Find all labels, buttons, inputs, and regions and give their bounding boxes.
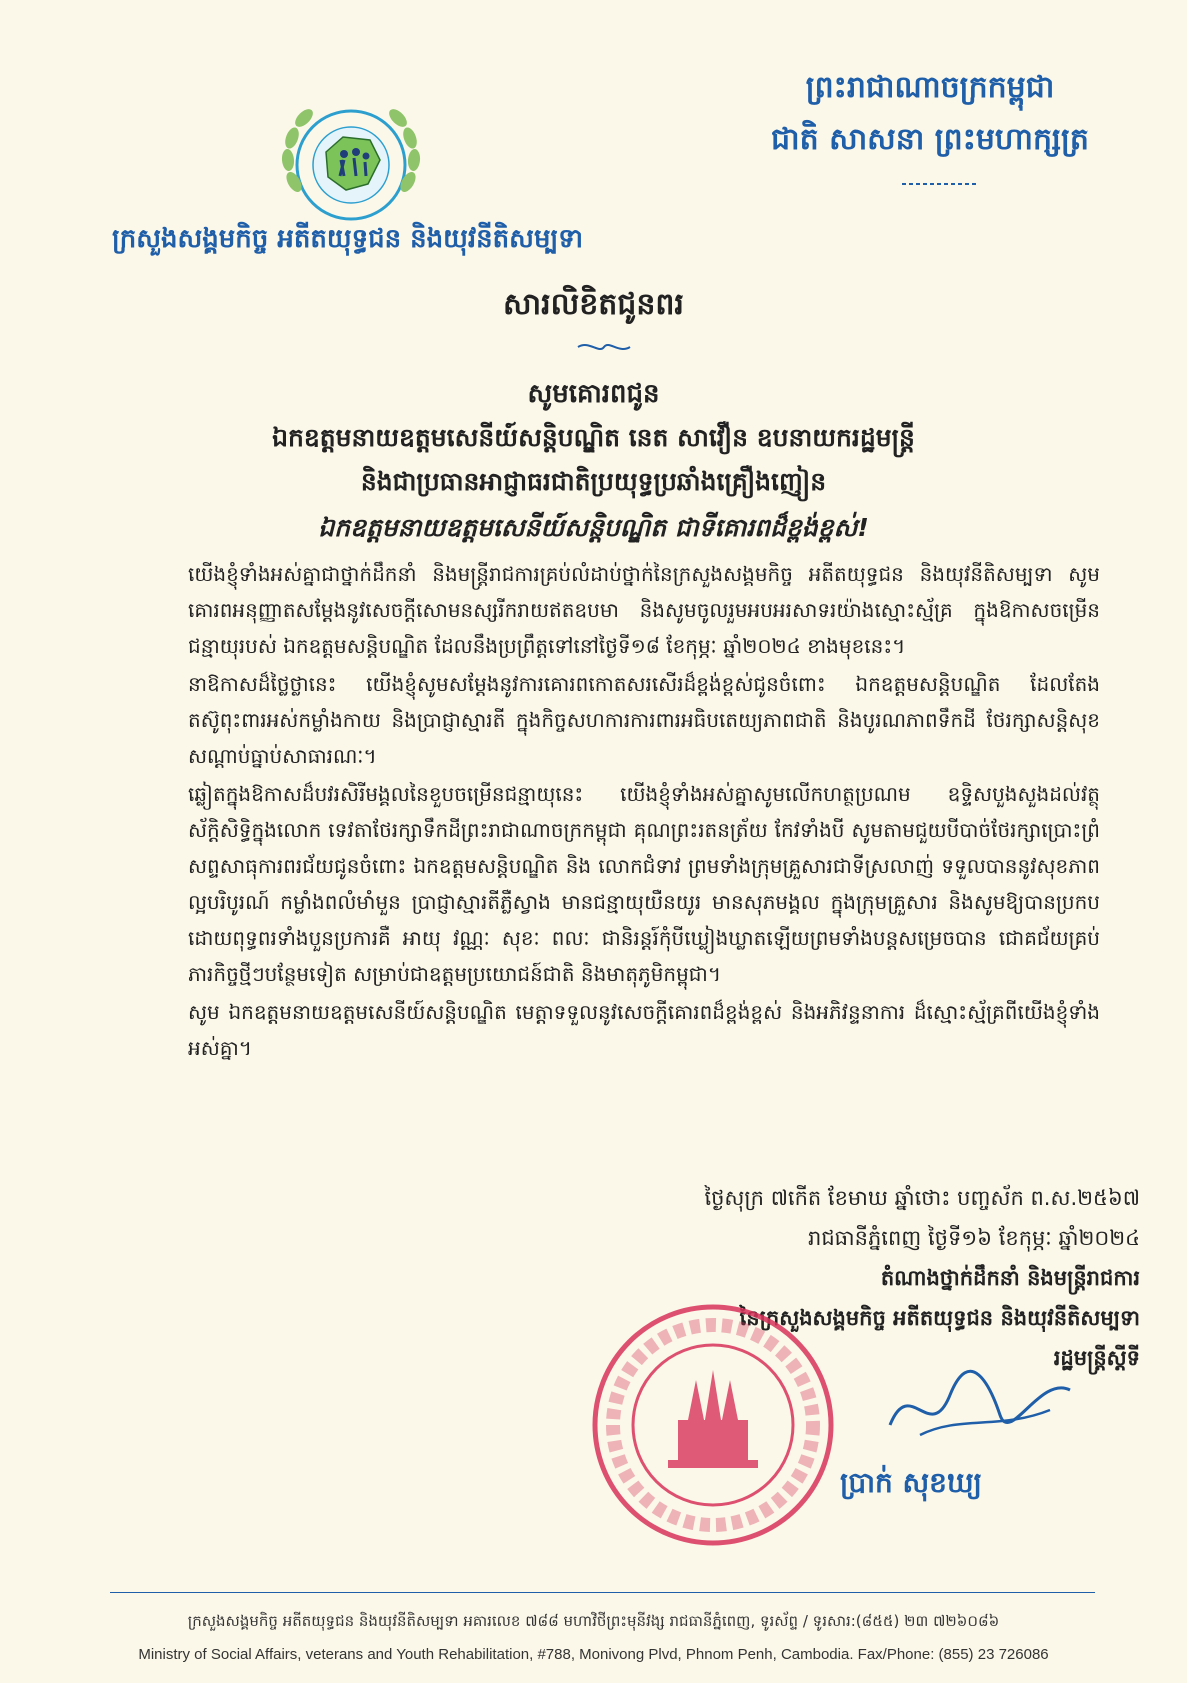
letter-body	[188, 556, 1100, 1068]
addressee-position: និងជាប្រធានអាជ្ញាធរជាតិប្រយុទ្ធប្រឆាំងគ្រឿងញៀន	[360, 467, 827, 496]
footer-divider	[110, 1592, 1095, 1593]
footer-address-english: Ministry of Social Affairs, veterans and Youth Rehabilitation, #788, Monivong Plvd, Phnom Penh, Cambodia. Fax/Phone: (855) 23 726086	[138, 1646, 1049, 1663]
title-flourish	[574, 340, 634, 354]
footer-address-khmer: ក្រសួងសង្គមកិច្ច អតីតយុទ្ធជន និងយុវនីតិសម្បទា អគារលេខ ៧៨៨ មហាវិថីព្រះមុនីវង្ស រាជធានីភ្នំពេញ, ទូរស័ព្ទ / ទូរសារ:(៨៥៥) ២៣ ៧២៦០៨៦	[187, 1612, 1000, 1630]
addressee-honorific: ឯកឧត្តមនាយឧត្តមសេនីយ៍សន្តិបណ្ឌិត ជាទីគោរពដ៏ខ្ពង់ខ្ពស់!	[318, 513, 869, 542]
document-title: សារលិខិតជូនពរ	[503, 287, 684, 322]
signer-position: រដ្ឋមន្ត្រីស្តីទី	[1053, 1346, 1140, 1370]
official-seal	[588, 1300, 838, 1550]
lunar-date: ថ្ងៃសុក្រ ៧កើត ខែមាឃ ឆ្នាំថោះ បញ្ចស័ក ព.ស.២៥៦៧	[704, 1186, 1140, 1210]
addressee-block	[0, 372, 1187, 552]
national-motto: ជាតិ សាសនា ព្រះមហាក្សត្រ	[771, 122, 1089, 157]
salutation: សូមគោរពជូន	[527, 379, 660, 409]
handwritten-signature	[880, 1355, 1080, 1455]
representative-line-2: នៃក្រសួងសង្គមកិច្ច អតីតយុទ្ធជន និងយុវនីតិសម្បទា	[739, 1306, 1140, 1330]
signer-name: ប្រាក់ សុខឃ្យ	[840, 1466, 982, 1499]
ministry-name: ក្រសួងសង្គមកិច្ច អតីតយុទ្ធជន និងយុវនីតិសម្បទា	[112, 224, 583, 254]
body-paragraph-4: សូម ឯកឧត្តមនាយឧត្តមសេនីយ៍សន្តិបណ្ឌិត មេត្តាទទួលនូវសេចក្តីគោរពដ៏ខ្ពង់ខ្ពស់ និងអភិវន្ទនាការ ដ៏ស្មោះស្ម័គ្រពីយើងខ្ញុំទាំងអស់គ្នា។	[188, 1000, 1100, 1060]
kingdom-name: ព្រះរាជាណាចក្រកម្ពុជា	[805, 70, 1055, 105]
addressee-name: ឯកឧត្តមនាយឧត្តមសេនីយ៍សន្តិបណ្ឌិត នេត សាវឿន ឧបនាយករដ្ឋមន្រ្តី	[272, 423, 915, 452]
kingdom-header	[700, 62, 1160, 166]
header-flourish	[900, 178, 980, 190]
body-paragraph-1: យើងខ្ញុំទាំងអស់គ្នាជាថ្នាក់ដឹកនាំ និងមន្ត្រីរាជការគ្រប់លំដាប់ថ្នាក់នៃក្រសួងសង្គមកិច្ច អតីតយុទ្ធជន និងយុវនីតិសម្បទា សូមគោរពអនុញ្ញាតសម្តែងនូវសេចក្តីសោមនស្សរីករាយឥតឧបមា និងសូមចូលរួមអបអរសាទរយ៉ាងស្មោះស្ម័គ្រ ក្នុងឱកាសចម្រើនជន្មាយុរបស់ ឯកឧត្តមសន្តិបណ្ឌិត ដែលនឹងប្រព្រឹត្តទៅនៅថ្ងៃទី១៨ ខែកុម្ភៈ ឆ្នាំ២០២៤ ខាងមុខនេះ។	[188, 562, 1100, 658]
representative-line-1: តំណាងថ្នាក់ដឹកនាំ និងមន្ត្រីរាជការ	[880, 1266, 1140, 1290]
body-paragraph-3: ឆ្លៀតក្នុងឱកាសដ៏បវរសិរីមង្គលនៃខួបចម្រើនជន្មាយុនេះ យើងខ្ញុំទាំងអស់គ្នាសូមលើកហត្ថប្រណម ឧទ្ទិសបួងសួងដល់វត្ថុស័ក្តិសិទ្ធិក្នុងលោក ទេវតាថែរក្សាទឹកដីព្រះរាជាណាចក្រកម្ពុជា គុណព្រះរតនត្រ័យ កែវទាំងបី សូមតាមជួយបីបាច់ថែរក្សាប្រោះព្រំសព្ទសាធុការពរជ័យជូនចំពោះ ឯកឧត្តមសន្តិបណ្ឌិត និង លោកជំទាវ ព្រមទាំងក្រុមគ្រួសារជាទីស្រលាញ់ ទទួលបាននូវសុខភាពល្អបរិបូរណ៍ កម្លាំងពលំមាំមួន ប្រាជ្ញាស្មារតីភ្លឺស្វាង មានជន្មាយុយឺនយូរ មានសុភមង្គល ក្នុងក្រុមគ្រួសារ និងសូមឱ្យបានប្រកបដោយពុទ្ធពរទាំងបួនប្រការគឺ អាយុ វណ្ណៈ សុខៈ ពលៈ ជានិរន្តរ៍កុំបីឃ្លៀងឃ្លាតឡើយព្រមទាំងបន្តសម្រេចបាន ជោគជ័យគ្រប់ភារកិច្ចថ្មីៗបន្ថែមទៀត សម្រាប់ជាឧត្តមប្រយោជន៍ជាតិ និងមាតុភូមិកម្ពុជា។	[188, 782, 1100, 986]
place-date: រាជធានីភ្នំពេញ ថ្ងៃទី១៦ ខែកុម្ភៈ ឆ្នាំ២០២៤	[807, 1226, 1140, 1250]
body-paragraph-2: នាឱកាសដ៏ថ្លៃថ្លានេះ យើងខ្ញុំសូមសម្តែងនូវការគោរពកោតសរសើរដ៏ខ្ពង់ខ្ពស់ជូនចំពោះ ឯកឧត្តមសន្តិបណ្ឌិត ដែលតែងតស៊ូពុះពារអស់កម្លាំងកាយ និងប្រាជ្ញាស្មារតី ក្នុងកិច្ចសហការការពារអធិបតេយ្យភាពជាតិ និងបូរណភាពទឹកដី ថែរក្សាសន្តិសុខ សណ្តាប់ធ្នាប់សាធារណៈ។	[188, 672, 1100, 768]
